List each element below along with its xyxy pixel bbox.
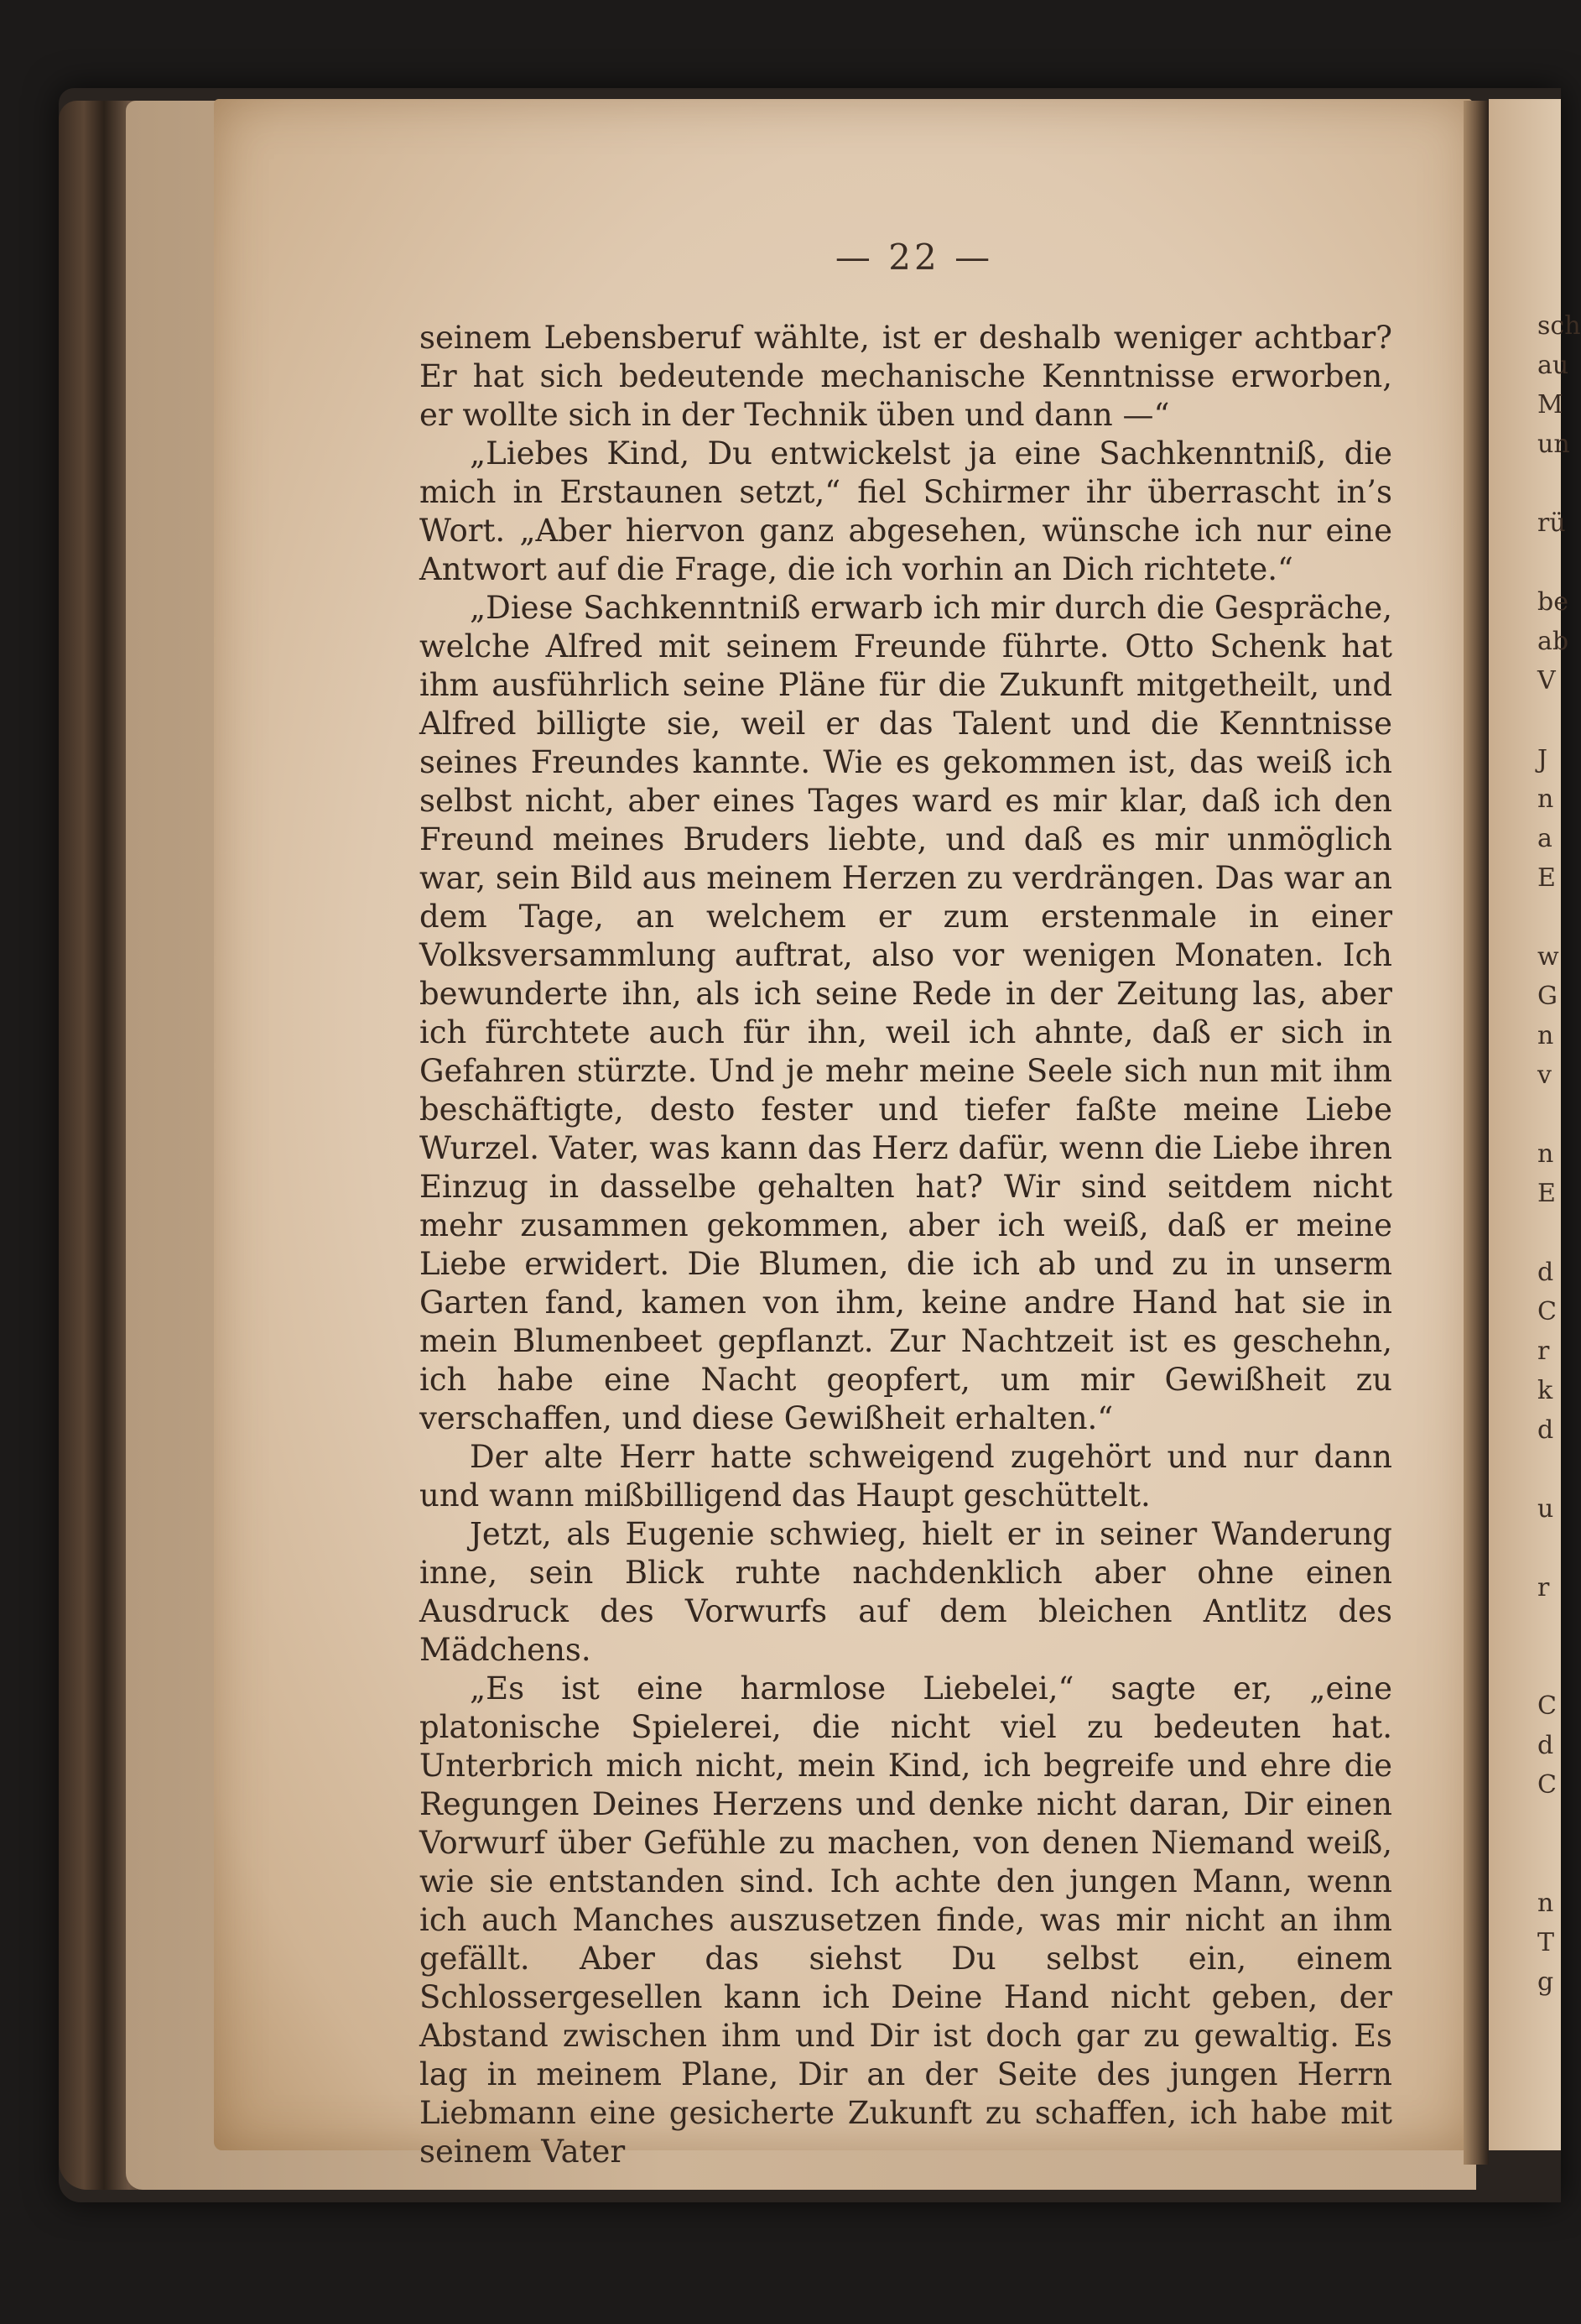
facing-page-fragments: sch au M un rü be ab V J n a E w G n v n E d C r k d u r C d C n T g — [1537, 311, 1581, 1997]
paragraph: Der alte Herr hatte schweigend zugehört und nur dann und wann mißbilligend das Haupt geschüttelt. — [419, 1439, 1392, 1514]
page-number: — 22 — — [835, 237, 994, 278]
paragraph: „Es ist eine harmlose Liebelei,“ sagte er, „eine platonische Spielerei, die nicht viel zu bedeuten hat. Unterbrich mich nicht, mein Kind, ich begreife und ehre die Regungen Deines Herzens und denke nicht daran, Dir einen Vorwurf über Gefühle zu machen, von denen Niemand weiß, wie sie entstanden sind. Ich achte den jungen Mann, wenn ich auch Manches auszusetzen finde, was mir nicht an ihm gefällt. Aber das siehst Du selbst ein, einem Schlossergesellen kann ich Deine Hand nicht geben, der Abstand zwischen ihm und Dir ist doch gar zu gewaltig. Es lag in meinem Plane, Dir an der Seite des jungen Herrn Liebmann eine gesicherte Zukunft zu schaffen, ich habe mit seinem Vater — [419, 1670, 1392, 2170]
paragraph: „Liebes Kind, Du entwickelst ja eine Sachkenntniß, die mich in Erstaunen setzt,“ fiel Schirmer ihr überrascht in’s Wort. „Aber hiervon ganz abgesehen, wünsche ich nur eine Antwort auf die Frage, die ich vorhin an Dich richtete.“ — [419, 435, 1392, 587]
page-text — [419, 319, 1392, 2171]
paragraph: seinem Lebensberuf wählte, ist er deshalb weniger achtbar? Er hat sich bedeutende mechanische Kenntnisse erworben, er wollte sich in der Technik üben und dann —“ — [419, 320, 1392, 433]
paragraph: Jetzt, als Eugenie schwieg, hielt er in seiner Wanderung inne, sein Blick ruhte nachdenklich aber ohne einen Ausdruck des Vorwurfs auf dem bleichen Antlitz des Mädchens. — [419, 1516, 1392, 1668]
paragraph: „Diese Sachkenntniß erwarb ich mir durch die Gespräche, welche Alfred mit seinem Freunde führte. Otto Schenk hat ihm ausführlich seine Pläne für die Zukunft mitgetheilt, und Alfred billigte sie, weil er das Talent und die Kenntnisse seines Freundes kannte. Wie es gekommen ist, das weiß ich selbst nicht, aber eines Tages ward es mir klar, daß ich den Freund meines Bruders liebte, und daß es mir unmöglich war, sein Bild aus meinem Herzen zu verdrängen. Das war an dem Tage, an welchem er zum erstenmale in einer Volksversammlung auftrat, also vor wenigen Monaten. Ich bewunderte ihn, als ich seine Rede in der Zeitung las, aber ich fürchtete auch für ihn, weil ich ahnte, daß er sich in Gefahren stürzte. Und je mehr meine Seele sich nun mit ihm beschäftigte, desto fester und tiefer faßte meine Liebe Wurzel. Vater, was kann das Herz dafür, wenn die Liebe ihren Einzug in dasselbe gehalten hat? Wir sind seitdem nicht mehr zusammen gekommen, aber ich weiß, daß er meine Liebe erwidert. Die Blumen, die ich ab und zu in unserm Garten fand, kamen von ihm, keine andre Hand hat sie in mein Blumenbeet gepflanzt. Zur Nachtzeit ist es geschehn, ich habe eine Nacht geopfert, um mir Gewißheit zu verschaffen, und diese Gewißheit erhalten.“ — [419, 590, 1392, 1436]
book-gutter — [1464, 101, 1489, 2165]
